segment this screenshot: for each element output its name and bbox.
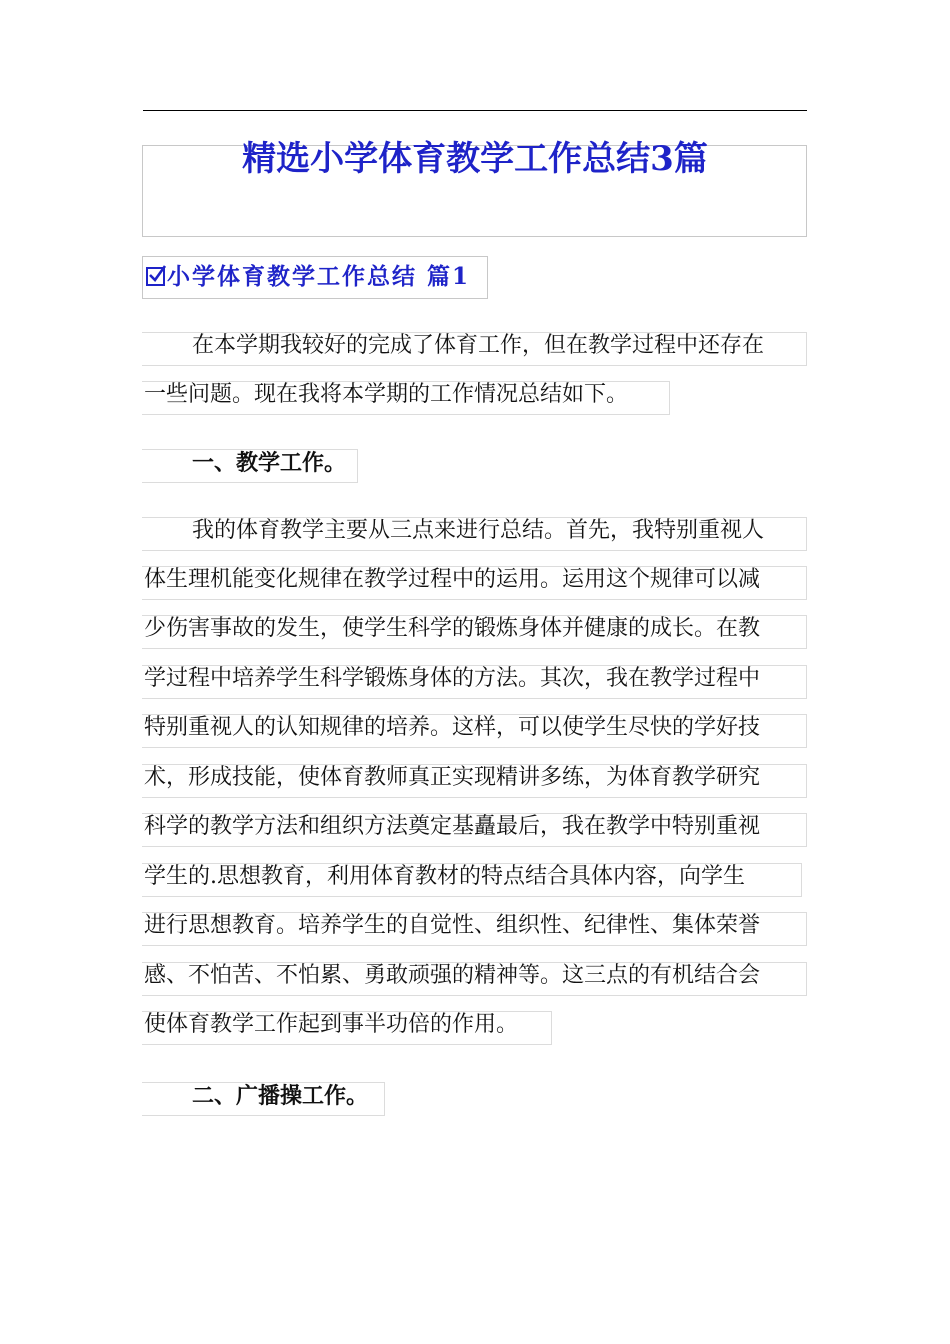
- checkbox-checked-icon: [146, 267, 165, 286]
- paragraph-line: 特别重视人的认知规律的培养。这样，可以使学生尽快的学好技: [144, 715, 761, 740]
- paragraph-line: 体生理机能变化规律在教学过程中的运用。运用这个规律可以减: [144, 567, 761, 592]
- paragraph-line: 学过程中培养学生科学锻炼身体的方法。其次，我在教学过程中: [144, 666, 761, 691]
- document-title: 精选小学体育教学工作总结3篇: [242, 139, 708, 179]
- paragraph-line: 少伤害事故的发生，使学生科学的锻炼身体并健康的成长。在教: [144, 616, 761, 641]
- paragraph-line: 感、不怕苦、不怕累、勇敢顽强的精神等。这三点的有机结合会: [144, 963, 761, 988]
- paragraph-line: 使体育教学工作起到事半功倍的作用。: [144, 1012, 519, 1037]
- paragraph-line: 科学的教学方法和组织方法奠定基矗最后，我在教学中特别重视: [144, 814, 761, 839]
- section-heading: [146, 258, 470, 296]
- section-heading-text: 小学体育教学工作总结 篇1: [167, 263, 471, 290]
- subheading-broadcast-exercise: 二、广播操工作。: [192, 1083, 369, 1109]
- paragraph-line: 术，形成技能，使体育教师真正实现精讲多练，为体育教学研究: [144, 765, 761, 790]
- paragraph-line: 在本学期我较好的完成了体育工作，但在教学过程中还存在: [192, 333, 765, 358]
- paragraph-line: 学生的.思想教育，利用体育教材的特点结合具体内容，向学生: [144, 864, 745, 889]
- paragraph-line: 一些问题。现在我将本学期的工作情况总结如下。: [144, 382, 629, 407]
- paragraph-line: 我的体育教学主要从三点来进行总结。首先，我特别重视人: [192, 518, 765, 543]
- paragraph-line: 进行思想教育。培养学生的自觉性、组织性、纪律性、集体荣誉: [144, 913, 761, 938]
- top-rule: [143, 110, 807, 111]
- subheading-teaching-work: 一、教学工作。: [192, 450, 347, 476]
